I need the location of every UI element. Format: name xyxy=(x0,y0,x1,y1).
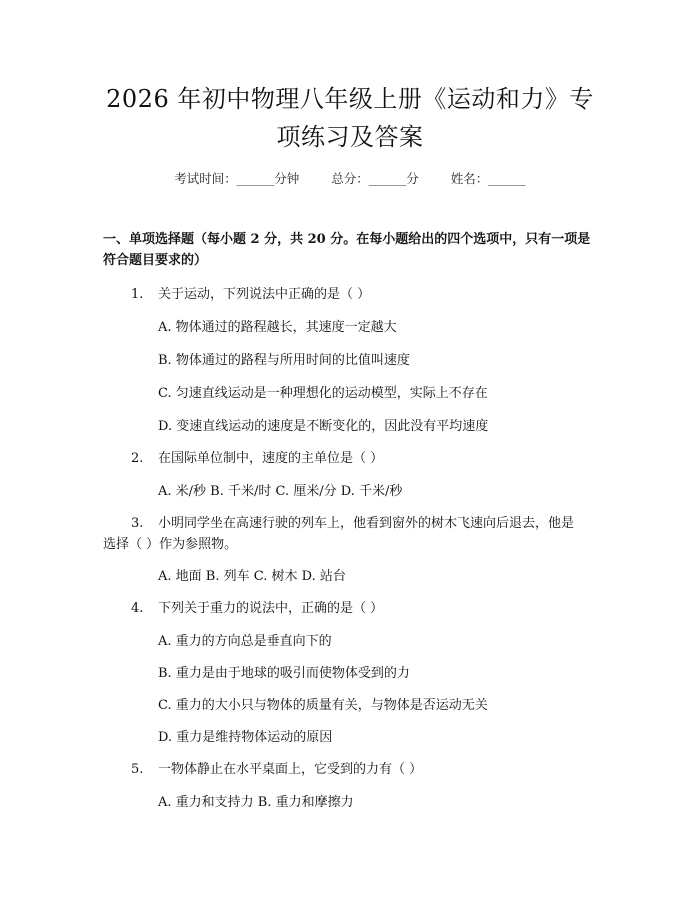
question-number: 2. xyxy=(131,451,144,466)
document-title xyxy=(80,80,620,156)
question-number: 3. xyxy=(131,516,144,531)
section-heading: 一、单项选择题（每小题 2 分，共 20 分。在每小题给出的四个选项中，只有一项是符合题目要求的） xyxy=(103,232,591,268)
title-line-1: 2026 年初中物理八年级上册《运动和力》专 xyxy=(106,85,594,113)
question-5-stem: 5. 一物体静止在水平桌面上，它受到的力有（ ） xyxy=(131,762,423,777)
question-number: 4. xyxy=(131,601,144,616)
question-4-option-d: D. 重力是维持物体运动的原因 xyxy=(158,730,333,745)
student-name: 姓名：______ xyxy=(450,171,526,186)
question-number: 1. xyxy=(131,287,144,302)
question-1-option-b: B. 物体通过的路程与所用时间的比值叫速度 xyxy=(158,353,410,368)
question-3-options: A. 地面 B. 列车 C. 树木 D. 站台 xyxy=(158,569,346,584)
question-number: 5. xyxy=(131,762,144,777)
question-5-options: A. 重力和支持力 B. 重力和摩擦力 xyxy=(158,795,354,810)
exam-time: 考试时间：______分钟 xyxy=(174,171,300,186)
question-4-option-c: C. 重力的大小只与物体的质量有关，与物体是否运动无关 xyxy=(158,698,488,713)
question-4-option-a: A. 重力的方向总是垂直向下的 xyxy=(158,634,332,649)
question-2-stem: 2. 在国际单位制中，速度的主单位是（ ） xyxy=(131,451,384,466)
question-4-stem: 4. 下列关于重力的说法中，正确的是（ ） xyxy=(131,601,384,616)
total-score: 总分：______分 xyxy=(331,171,419,186)
question-3-stem-continued: 选择（ ）作为参照物。 xyxy=(103,537,238,552)
question-1-option-c: C. 匀速直线运动是一种理想化的运动模型，实际上不存在 xyxy=(158,386,488,401)
question-3-stem: 3. 小明同学坐在高速行驶的列车上，他看到窗外的树木飞速向后退去，他是 xyxy=(131,516,575,531)
question-1-option-d: D. 变速直线运动的速度是不断变化的，因此没有平均速度 xyxy=(158,419,489,434)
exam-meta xyxy=(0,169,700,187)
question-4-option-b: B. 重力是由于地球的吸引而使物体受到的力 xyxy=(158,666,410,681)
title-line-2: 项练习及答案 xyxy=(276,123,424,151)
question-2-options: A. 米/秒 B. 千米/时 C. 厘米/分 D. 千米/秒 xyxy=(158,484,403,499)
question-1-stem: 1. 关于运动，下列说法中正确的是（ ） xyxy=(131,287,371,302)
question-1-option-a: A. 物体通过的路程越长，其速度一定越大 xyxy=(158,320,397,335)
